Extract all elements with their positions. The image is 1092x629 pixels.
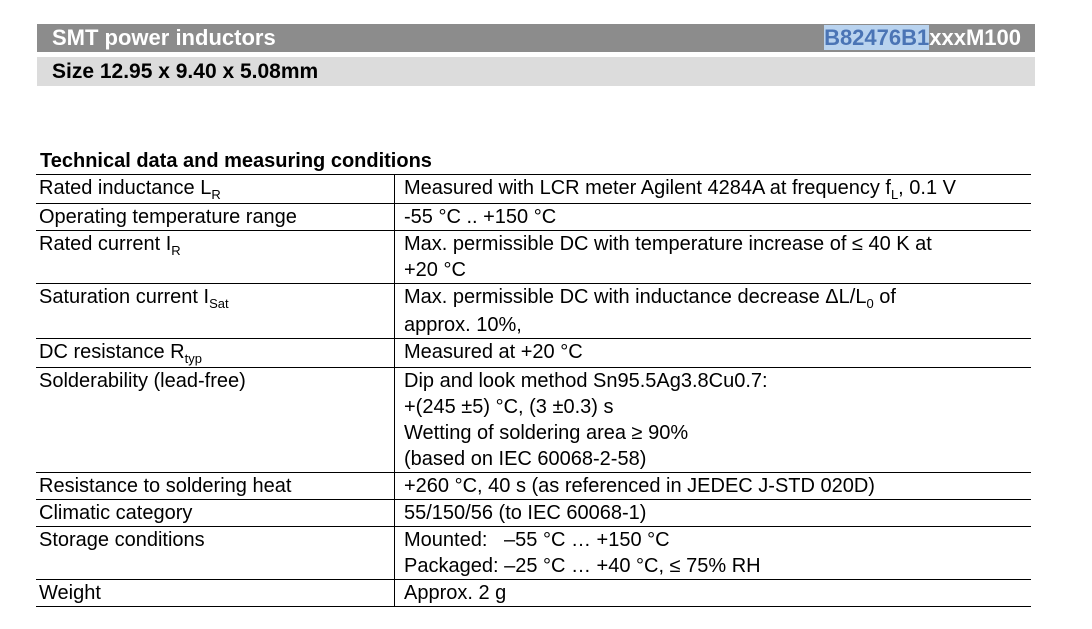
part-number-suffix: xxxM100 [929, 25, 1021, 50]
row-label: Operating temperature range [36, 204, 395, 231]
row-label: DC resistance $R_{typ}$ [36, 339, 395, 368]
part-number-prefix: B82476B1 [824, 25, 930, 50]
row-value: -55 °C .. +150 °C [395, 204, 1032, 231]
row-label: Solderability (lead-free) [36, 368, 395, 473]
table-row [36, 527, 1031, 580]
size-bar [37, 57, 1035, 86]
row-value: Measured with LCR meter Agilent 4284A at frequency $f_L$, 0.1 V [395, 175, 1032, 204]
header-title: SMT power inductors [52, 25, 276, 50]
row-value: Max. permissible DC with temperature increase of ≤ 40 K at +20 °C [395, 231, 1032, 284]
part-number [824, 26, 1021, 50]
table-row [36, 580, 1031, 607]
row-label: Weight [36, 580, 395, 607]
row-value: Max. permissible DC with inductance decrease $\Delta L/L_0$ of approx. 10%, [395, 284, 1032, 339]
header-bar [37, 24, 1035, 52]
row-value: Measured at +20 °C [395, 339, 1032, 368]
table-row [36, 284, 1031, 339]
table-row [36, 231, 1031, 284]
row-label: Resistance to soldering heat [36, 473, 395, 500]
row-value: +260 °C, 40 s (as referenced in JEDEC J-STD 020D) [395, 473, 1032, 500]
row-label: Rated inductance $L_R$ [36, 175, 395, 204]
table-row [36, 500, 1031, 527]
row-label: Saturation current $I_{Sat}$ [36, 284, 395, 339]
table-row [36, 175, 1031, 204]
size-text: Size 12.95 x 9.40 x 5.08mm [52, 60, 319, 83]
row-value: Approx. 2 g [395, 580, 1032, 607]
row-label: Rated current $I_R$ [36, 231, 395, 284]
row-label: Climatic category [36, 500, 395, 527]
row-value: Mounted: –55 °C … +150 °C Packaged: –25 °C … +40 °C, ≤ 75% RH [395, 527, 1032, 580]
row-label: Storage conditions [36, 527, 395, 580]
table-row [36, 204, 1031, 231]
spec-table [36, 174, 1031, 607]
row-value: Dip and look method Sn95.5Ag3.8Cu0.7: +(245 ±5) °C, (3 ±0.3) s Wetting of soldering area ≥ 90% (based on IEC 60068-2-58) [395, 368, 1032, 473]
section-title: Technical data and measuring conditions [40, 150, 432, 172]
table-row [36, 368, 1031, 473]
table-row [36, 339, 1031, 368]
row-value: 55/150/56 (to IEC 60068-1) [395, 500, 1032, 527]
table-row [36, 473, 1031, 500]
